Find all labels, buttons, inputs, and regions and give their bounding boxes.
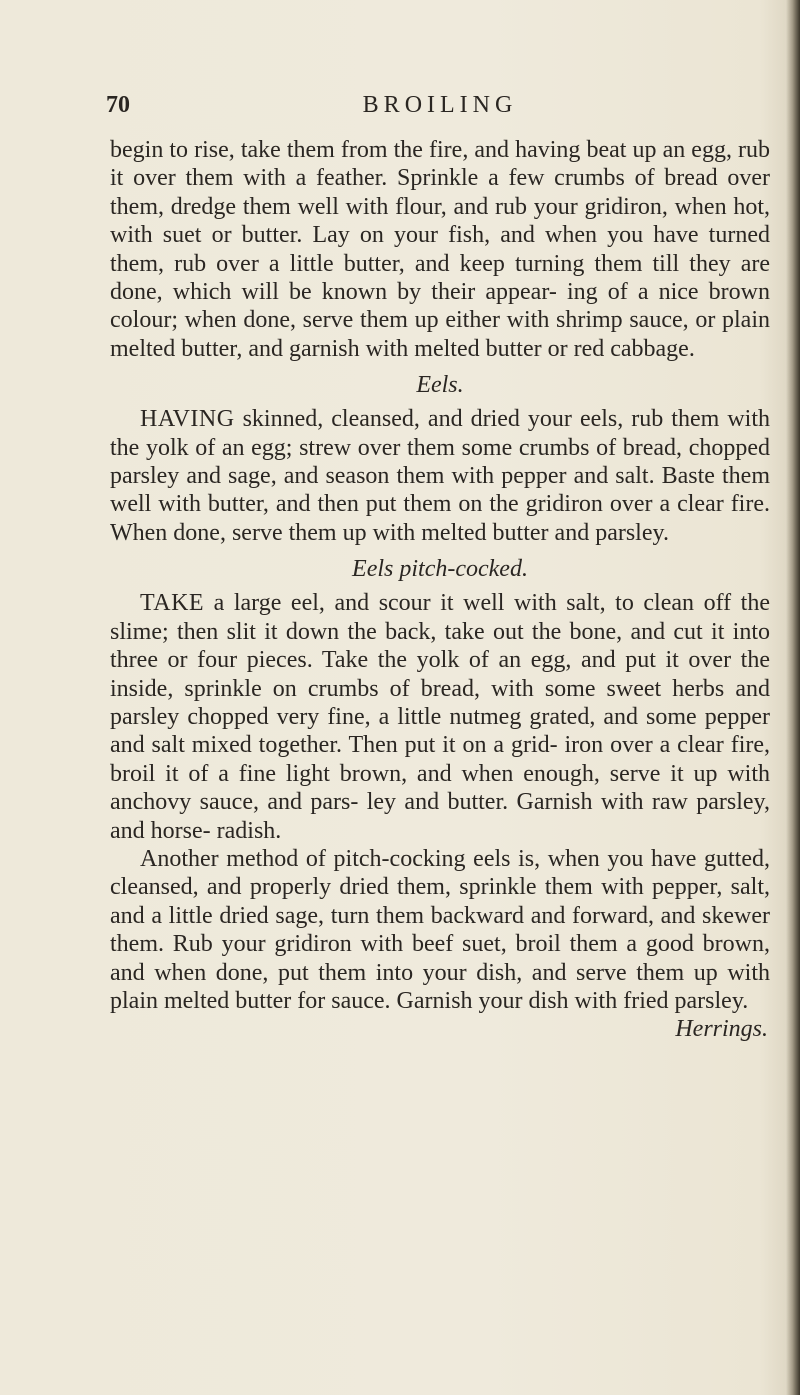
paragraph-initial-word: TAKE [140, 590, 205, 617]
section-heading-eels: Eels. [416, 372, 464, 399]
paragraph-eels-body: skinned, cleansed, and dried your eels, rub them with the yolk of an egg; strew over them some crumbs of bread, chopped parsley and sage, and season them with pepper and salt. Baste them well with butter, and then put them on the gridiron over a clear fire. When done, serve them up with melted butter and parsley. [110, 406, 770, 546]
paragraph-eels [110, 405, 770, 547]
catchword: Herrings. [675, 1016, 768, 1043]
paragraph-continued: begin to rise, take them from the fire, and having beat up an egg, rub it over them with a feather. Sprinkle a few crumbs of bread over them, dredge them well with flour, and rub your gridiron, when hot, with suet or butter. Lay on your fish, and when you have turned them, rub over a little butter, and keep turning them till they are done, which will be known by their appear- ing of a nice brown colour; when done, serve them up either with shrimp sauce, or plain melted butter, and garnish with melted butter or red cabbage. [110, 137, 770, 362]
paragraph-another-method: Another method of pitch-cocking eels is, when you have gutted, cleansed, and properly dried them, sprinkle them with pepper, salt, and a little dried sage, turn them backward and forward, and skewer them. Rub your gridiron with beef suet, broil them a good brown, and when done, put them into your dish, and serve them up with plain melted butter for sauce. Garnish your dish with fried parsley. [110, 845, 770, 1014]
page-number: 70 [106, 92, 130, 118]
page-edge-shadow [786, 0, 800, 1395]
text-block [106, 90, 770, 1043]
paragraph-pitch-cocked [110, 589, 770, 845]
running-head: BROILING [362, 92, 518, 118]
paragraph-initial-word: HAVING [140, 406, 235, 433]
page-header [106, 90, 770, 130]
section-heading-eels-pitch-cocked: Eels pitch-cocked. [352, 556, 528, 583]
paragraph-pitch-cocked-body: a large eel, and scour it well with salt, to clean off the slime; then slit it down the back, take out the bone, and cut it into three or four pieces. Take the yolk of an egg, and put it over the inside, sprinkle on crumbs of bread, with some sweet herbs and parsley chopped very fine, a little nutmeg grated, and some pepper and salt mixed together. Then put it on a grid- iron over a clear fire, broil it of a fine light brown, and when enough, serve it up with anchovy sauce, and pars- ley and butter. Garnish with raw parsley, and horse- radish. [110, 590, 770, 844]
